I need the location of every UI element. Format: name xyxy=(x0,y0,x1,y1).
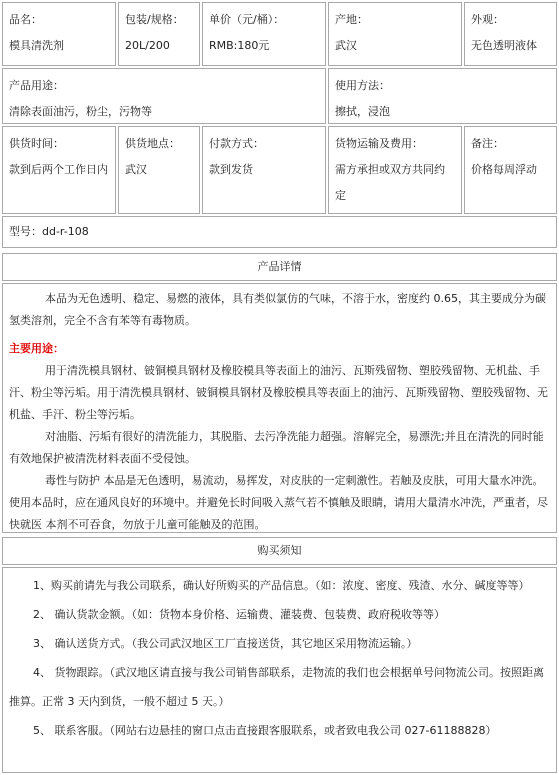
spec-name-cell xyxy=(2,2,116,66)
details-toxicity: 毒性与防护 本品是无色透明，易流动，易挥发，对皮肤的一定刺激性。若触及皮肤，可用大量水冲洗。使用本品时，应在通风良好的环境中。并避免长时间吸入蒸气若不慎触及眼睛，请用大量清水冲洗，严重者，尽快就医 本剂不可吞食，勿放于儿童可能触及的范围。 xyxy=(9,474,548,531)
spec-supply-time-label: 供货时间： xyxy=(9,137,64,150)
spec-payment-cell xyxy=(202,126,326,214)
spec-origin-cell xyxy=(328,2,462,66)
spec-supply-place-cell xyxy=(118,126,200,214)
purchase-item-3: 3、 确认送货方式。（我公司武汉地区工厂直接送货，其它地区采用物流运输。） xyxy=(33,637,418,650)
details-main-use: 用于清洗模具钢材、铍铜模具钢材及橡胶模具等表面上的油污、瓦斯残留物、塑胶残留物、无机盐、手汗、粉尘等污垢。用于清洗模具钢材、铍铜模具钢材及橡胶模具等表面上的油污、瓦斯残留物、塑胶残留物、无机盐、手汗、粉尘等污垢。 xyxy=(9,364,548,421)
details-header xyxy=(2,253,557,281)
spec-price-value: RMB:180元 xyxy=(209,39,270,52)
details-cleaning: 对油脂、污垢有很好的清洗能力，其脱脂、去污净洗能力超强。溶解完全，易漂洗;并且在清洗的同时能有效地保护被清洗材料表面不受侵蚀。 xyxy=(9,430,544,465)
spec-price-label: 单价（元/桶）： xyxy=(209,13,285,26)
spec-package-label: 包装/规格： xyxy=(125,13,184,26)
spec-package-cell xyxy=(118,2,200,66)
spec-price-cell xyxy=(202,2,326,66)
spec-method-cell xyxy=(328,68,557,124)
spec-origin-label: 产地： xyxy=(335,13,368,26)
spec-appearance-label: 外观： xyxy=(471,13,504,26)
spec-supply-place-label: 供货地点： xyxy=(125,137,180,150)
spec-method-label: 使用方法： xyxy=(335,79,390,92)
spec-usage-value: 清除表面油污，粉尘，污物等 xyxy=(9,105,152,118)
purchase-title: 购买须知 xyxy=(257,544,302,557)
purchase-item-2: 2、 确认货款金额。（如：货物本身价格、运输费、灌装费、包装费、政府税收等等） xyxy=(33,608,445,621)
spec-shipping-value: 需方承担或双方共同约定 xyxy=(335,163,445,202)
spec-name-value: 模具清洗剂 xyxy=(9,39,64,52)
purchase-item-5: 5、 联系客服。（网站右边悬挂的窗口点击直接跟客服联系，或者致电我公司 027-61188828） xyxy=(33,724,497,737)
spec-supply-place-value: 武汉 xyxy=(125,163,147,176)
spec-usage-cell xyxy=(2,68,326,124)
purchase-body xyxy=(2,567,557,773)
purchase-item-1: 1、购买前请先与我公司联系，确认好所购买的产品信息。（如：浓度、密度、残渣、水分、碱度等等） xyxy=(33,579,530,592)
spec-remark-label: 备注： xyxy=(471,137,504,150)
main-use-heading: 主要用途： xyxy=(9,342,64,355)
details-body xyxy=(2,283,557,533)
spec-appearance-cell xyxy=(464,2,557,66)
spec-method-value: 擦拭，浸泡 xyxy=(335,105,390,118)
spec-origin-value: 武汉 xyxy=(335,39,357,52)
spec-payment-value: 款到发货 xyxy=(209,163,253,176)
spec-remark-cell xyxy=(464,126,557,214)
purchase-item-4: 4、 货物跟踪。（武汉地区请直接与我公司销售部联系，走物流的我们也会根据单号问物流公司。按照距离推算。正常 3 天内到货，一般不超过 5 天。） xyxy=(9,666,544,708)
spec-remark-value: 价格每周浮动 xyxy=(471,163,537,176)
spec-package-value: 20L/200 xyxy=(125,39,170,52)
spec-model-cell xyxy=(2,216,557,248)
spec-name-label: 品名： xyxy=(9,13,42,26)
spec-model: 型号：dd-r-108 xyxy=(9,225,89,238)
purchase-header xyxy=(2,537,557,565)
details-title: 产品详情 xyxy=(257,260,302,273)
spec-supply-time-value: 款到后两个工作日内 xyxy=(9,163,108,176)
details-intro: 本品为无色透明、稳定、易燃的液体，具有类似氯仿的气味，不溶于水，密度约 0.65，其主要成分为碳氢类溶剂，完全不含有苯等有毒物质。 xyxy=(9,292,546,327)
spec-usage-label: 产品用途： xyxy=(9,79,64,92)
spec-shipping-cell xyxy=(328,126,462,214)
main-use-heading-line xyxy=(9,338,550,360)
spec-shipping-label: 货物运输及费用： xyxy=(335,137,423,150)
spec-payment-label: 付款方式： xyxy=(209,137,264,150)
spec-appearance-value: 无色透明液体 xyxy=(471,39,537,52)
spec-supply-time-cell xyxy=(2,126,116,214)
